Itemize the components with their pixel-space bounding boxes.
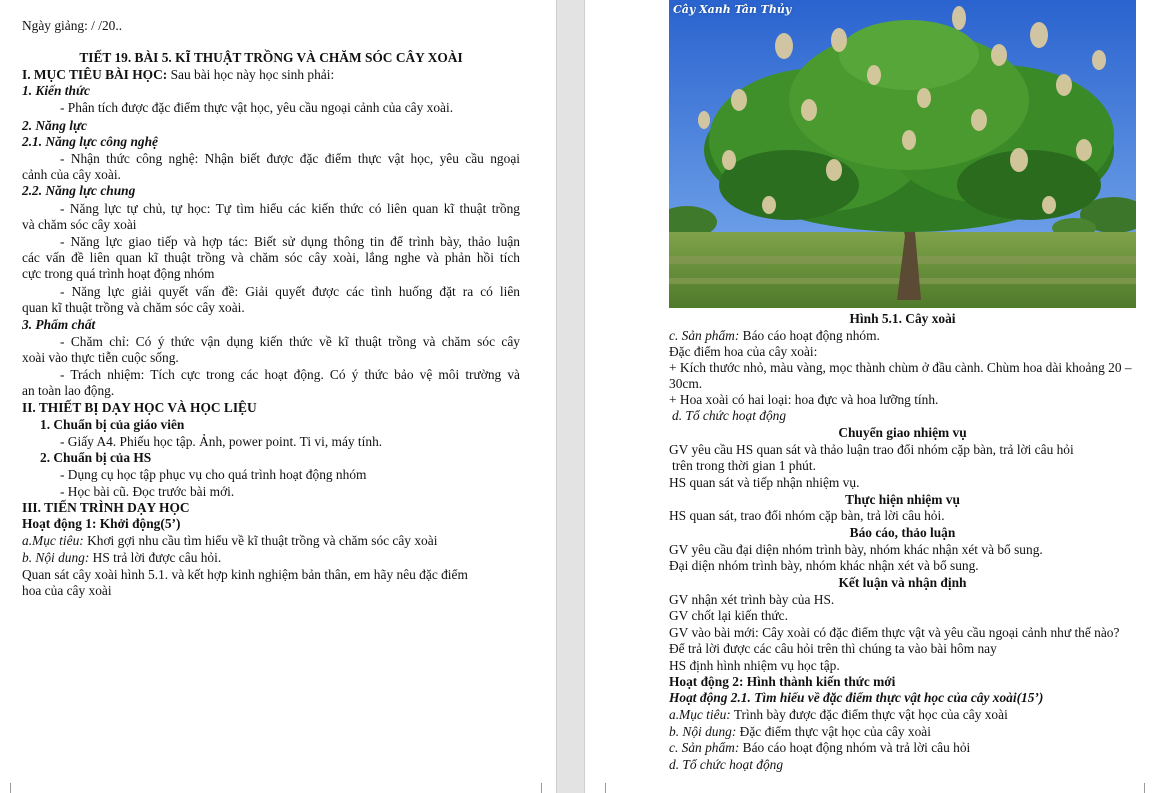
crop-mark [1133,783,1145,793]
tech-competence-heading: 2.1. Năng lực công nghệ [22,134,158,149]
image-watermark: Cây Xanh Tân Thủy [673,3,792,16]
activity-2-heading: Hoạt động 2: Hình thành kiến thức mới [669,674,896,689]
crop-mark [530,783,542,793]
activity-1-question: Quan sát cây xoài hình 5.1. và kết hợp kinh nghiệm bản thân, em hãy nêu đặc điểm [22,567,468,582]
conclude-line: GV nhận xét trình bày của HS. [669,592,835,607]
date-line: Ngày giảng: / /20.. [22,18,123,33]
mango-tree-image [669,0,1136,308]
conclude-heading: Kết luận và nhận định [838,575,967,590]
general-competence-line: cực trong quá trình hoạt động nhóm [22,266,215,281]
figure-caption: Hình 5.1. Cây xoài [849,311,956,326]
flower-item: + Kích thước nhỏ, màu vàng, mọc thành chùm ở đầu cành. Chùm hoa dài khoảng 20 – [669,360,1132,375]
conclude-line: GV vào bài mới: Cây xoài có đặc điểm thực vật và yêu cầu ngoại cảnh như thế nào? [669,625,1120,640]
flower-heading: Đặc điểm hoa của cây xoài: [669,344,818,359]
activity-2-1-goal: a.Mục tiêu: Trình bày được đặc điểm thực vật học của cây xoài [669,707,1008,722]
equipment-heading: II. THIẾT BỊ DẠY HỌC VÀ HỌC LIỆU [22,400,257,415]
general-competence-line: - Năng lực giao tiếp và hợp tác: Biết sử dụng thông tin để trình bày, thảo luận [60,234,520,249]
qualities-line: - Trách nhiệm: Tích cực trong các hoạt động. Có ý thức bảo vệ môi trường và [60,367,520,382]
activity-2-1-product: c. Sản phẩm: Báo cáo hoạt động nhóm và trả lời câu hỏi [669,740,971,755]
activity-1-content: b. Nội dung: HS trả lời được câu hỏi. [22,550,222,565]
assign-task-heading: Chuyển giao nhiệm vụ [838,425,967,440]
qualities-line: xoài vào thực tiễn cuộc sống. [22,350,179,365]
student-prep-heading: 2. Chuẩn bị của HS [40,450,152,465]
assign-task-line: GV yêu cầu HS quan sát và thảo luận trao đổi nhóm cặp bàn, trả lời câu hỏi [669,442,1074,457]
student-prep-item: - Dụng cụ học tập phục vụ cho quá trình hoạt động nhóm [60,467,367,482]
qualities-heading: 3. Phẩm chất [22,317,96,332]
general-competence-heading: 2.2. Năng lực chung [22,183,136,198]
flower-item: + Hoa xoài có hai loại: hoa đực và hoa lưỡng tính. [669,392,939,407]
process-heading: III. TIẾN TRÌNH DẠY HỌC [22,500,190,515]
conclude-line: Để trả lời được các câu hỏi trên thì chúng ta vào bài hôm nay [669,641,997,656]
document-page-right [585,0,1170,793]
qualities-line: an toàn lao động. [22,383,115,398]
product-line: c. Sản phẩm: Báo cáo hoạt động nhóm. [669,328,880,343]
tech-competence-line: cảnh của cây xoài. [22,167,121,182]
activity-1-goal: a.Mục tiêu: Khơi gợi nhu cầu tìm hiểu về kĩ thuật trồng và chăm sóc cây xoài [22,533,438,548]
teacher-prep-heading: 1. Chuẩn bị của giáo viên [40,417,185,432]
report-line: Đại diện nhóm trình bày, nhóm khác nhận xét và bổ sung. [669,558,979,573]
student-prep-item: - Học bài cũ. Đọc trước bài mới. [60,484,235,499]
mango-tree-photo [669,0,1136,308]
tech-competence-line: - Nhận thức công nghệ: Nhận biết được đặc điểm thực vật học, yêu cầu ngoại [60,151,520,166]
general-competence-line: - Năng lực tự chủ, tự học: Tự tìm hiểu các kiến thức có liên quan kĩ thuật trồng [60,201,520,216]
crop-mark [605,783,617,793]
conclude-line: GV chốt lại kiến thức. [669,608,788,623]
perform-task-line: HS quan sát, trao đổi nhóm cặp bàn, trả lời câu hỏi. [669,508,945,523]
conclude-line: HS định hình nhiệm vụ học tập. [669,658,840,673]
qualities-line: - Chăm chỉ: Có ý thức vận dụng kiến thức về kĩ thuật trồng và chăm sóc cây [60,334,520,349]
activity-2-1-organize: d. Tổ chức hoạt động [669,757,784,772]
document-page-left [0,0,556,793]
assign-task-line: HS quan sát và tiếp nhận nhiệm vụ. [669,475,860,490]
knowledge-heading: 1. Kiến thức [22,83,90,98]
activity-1-question: hoa của cây xoài [22,583,112,598]
perform-task-heading: Thực hiện nhiệm vụ [845,492,960,507]
organize-label: d. Tổ chức hoạt động [672,408,787,423]
activity-1-heading: Hoạt động 1: Khởi động(5’) [22,516,181,531]
general-competence-line: và chăm sóc cây xoài [22,217,137,232]
teacher-prep-item: - Giấy A4. Phiếu học tập. Ảnh, power point. Ti vi, máy tính. [60,434,383,449]
activity-2-1-heading: Hoạt động 2.1. Tìm hiểu về đặc điểm thực vật học của cây xoài(15’) [669,690,1044,705]
activity-2-1-content: b. Nội dung: Đặc điểm thực vật học của cây xoài [669,724,931,739]
competence-heading: 2. Năng lực [22,118,87,133]
objectives-heading: I. MỤC TIÊU BÀI HỌC: Sau bài học này học sinh phải: [22,67,335,82]
general-competence-line: các vấn đề liên quan kĩ thuật trồng và chăm sóc cây xoài, lắng nghe và phản hồi tích [22,250,520,265]
knowledge-item: - Phân tích được đặc điểm thực vật học, yêu cầu ngoại cảnh của cây xoài. [60,100,454,115]
crop-mark [10,783,22,793]
assign-task-line: trên trong thời gian 1 phút. [672,458,816,473]
report-line: GV yêu cầu đại diện nhóm trình bày, nhóm khác nhận xét và bổ sung. [669,542,1043,557]
flower-item: 30cm. [669,376,703,391]
general-competence-line: quan kĩ thuật trồng và chăm sóc cây xoài. [22,300,245,315]
general-competence-line: - Năng lực giải quyết vấn đề: Giải quyết được các tình huống đặt ra có liên [60,284,520,299]
report-heading: Báo cáo, thảo luận [849,525,956,540]
page-gutter [556,0,585,793]
lesson-title: TIẾT 19. BÀI 5. KĨ THUẬT TRỒNG VÀ CHĂM SÓC CÂY XOÀI [79,50,463,65]
